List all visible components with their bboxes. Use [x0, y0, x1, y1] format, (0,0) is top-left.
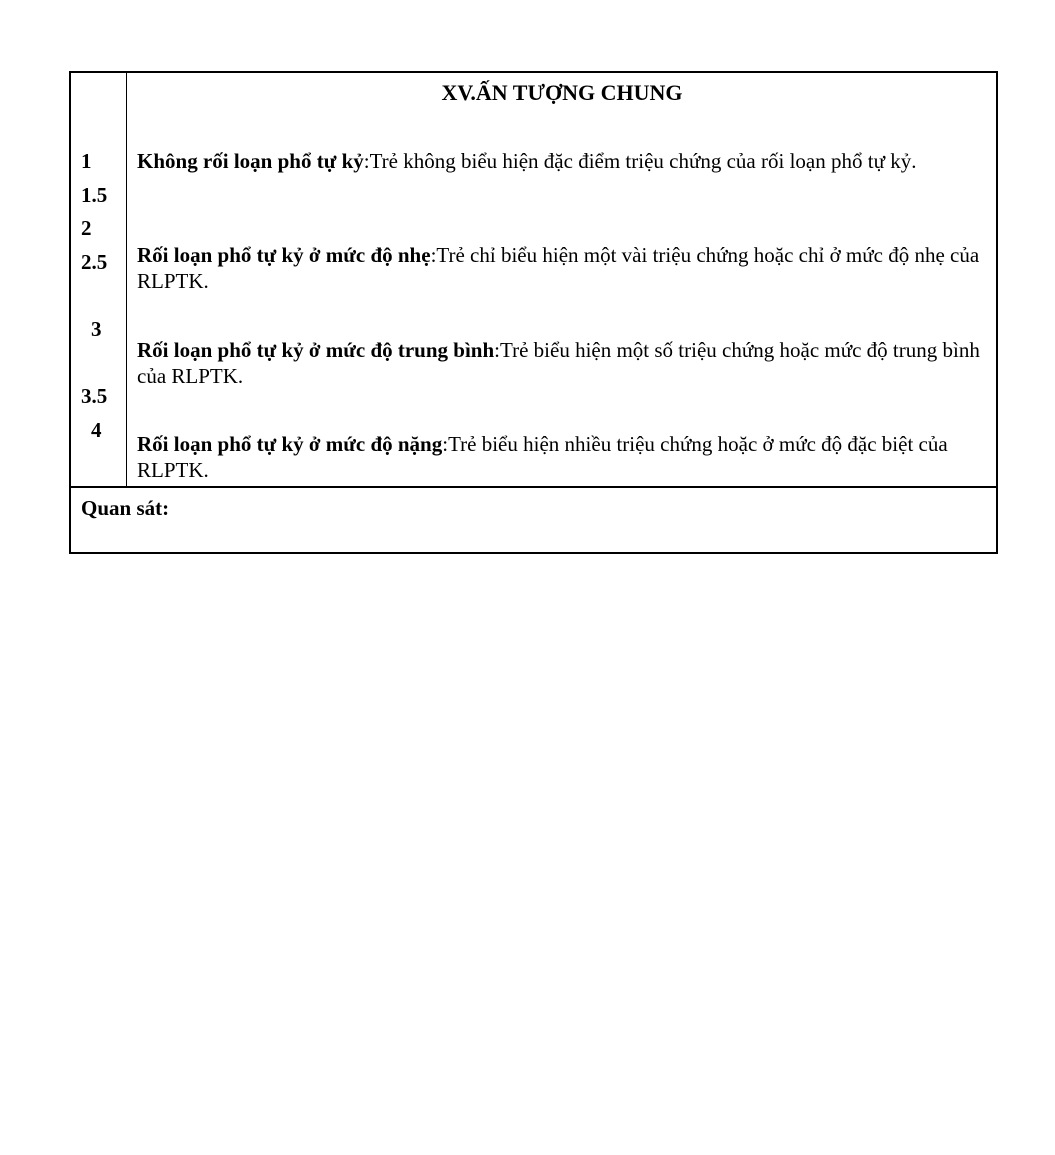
rating-item-title: Rối loạn phổ tự kỷ ở mức độ trung bình [137, 338, 495, 362]
score-2: 2 [81, 216, 92, 240]
rating-item-description: :Trẻ không biểu hiện đặc điểm triệu chứng của rối loạn phổ tự kỷ. [363, 149, 917, 173]
rating-item-description: :Trẻ biểu hiện một số triệu chứng hoặc mức độ trung bình của RLPTK. [137, 338, 980, 388]
score-3: 3 [91, 317, 102, 341]
rating-item-title: Rối loạn phổ tự kỷ ở mức độ nặng [137, 432, 443, 456]
section-title: XV.ẤN TƯỢNG CHUNG [441, 80, 683, 105]
rating-item-title: Rối loạn phổ tự kỷ ở mức độ nhẹ [137, 243, 431, 267]
score-1: 1 [81, 149, 92, 173]
score-2-5: 2.5 [81, 250, 108, 274]
rating-item-mild [137, 242, 989, 294]
rating-item-title: Không rối loạn phổ tự kỷ [137, 149, 364, 173]
rating-item-severe [137, 431, 989, 483]
rating-item-description: :Trẻ biểu hiện nhiều triệu chứng hoặc ở mức độ đặc biệt của RLPTK. [137, 432, 948, 482]
score-column-divider [126, 71, 127, 487]
rating-item-no-asd [137, 148, 989, 174]
observation-row-divider [69, 486, 998, 488]
observation-label: Quan sát: [81, 496, 170, 520]
score-1-5: 1.5 [81, 183, 108, 207]
score-4: 4 [91, 418, 102, 442]
score-3-5: 3.5 [81, 384, 108, 408]
rating-item-description: :Trẻ chỉ biểu hiện một vài triệu chứng hoặc chỉ ở mức độ nhẹ của RLPTK. [137, 243, 980, 293]
rating-item-moderate [137, 337, 989, 389]
